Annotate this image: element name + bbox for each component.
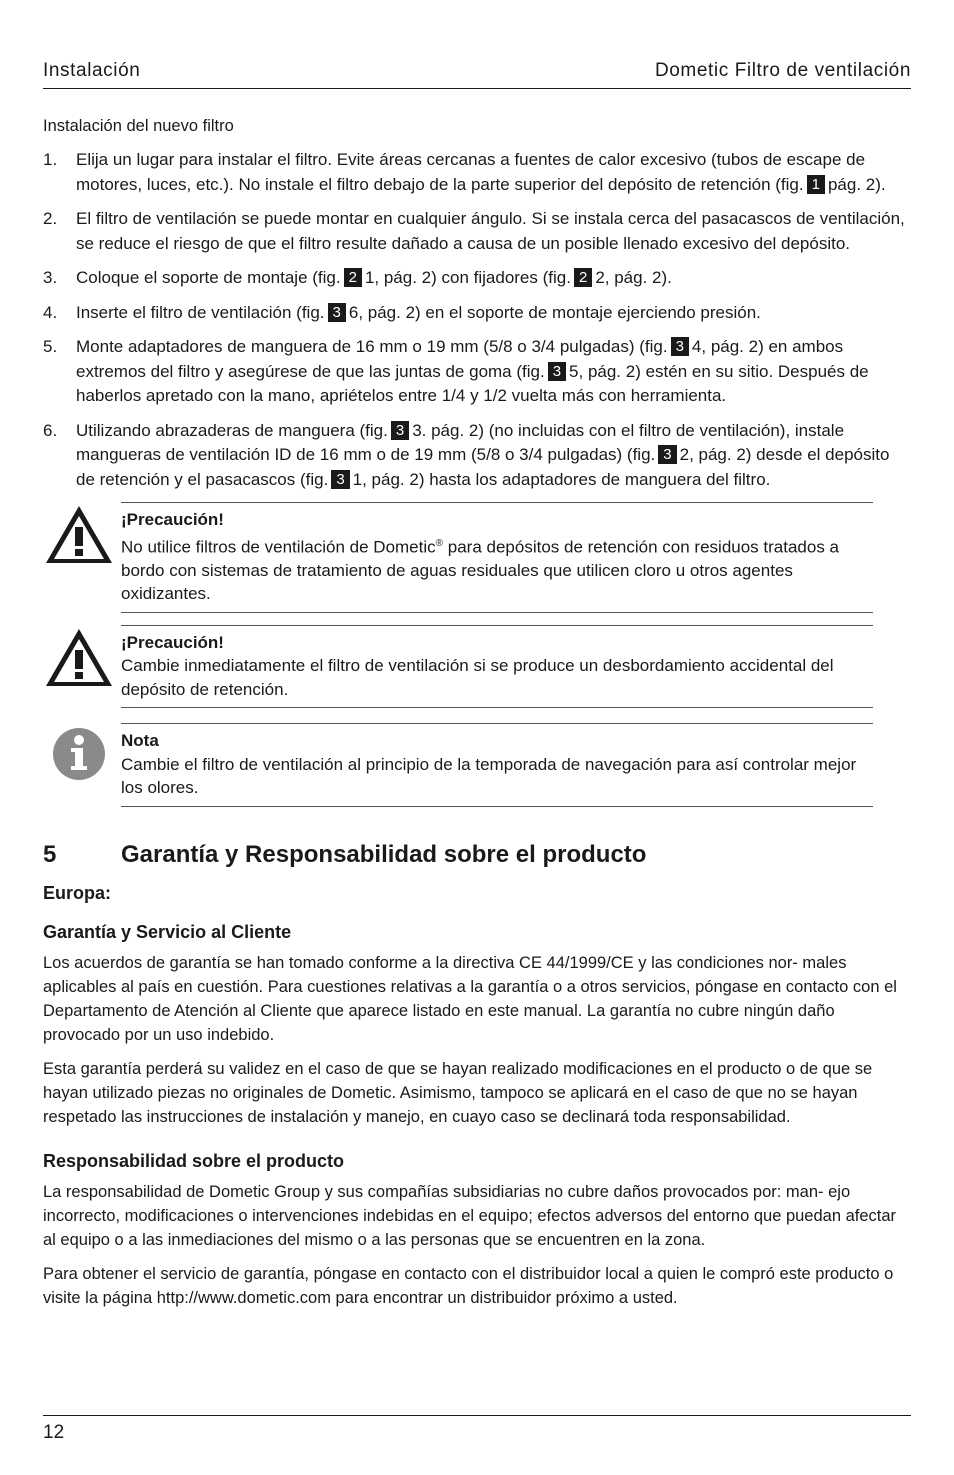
caution-box [121, 625, 873, 709]
page-footer [43, 1415, 911, 1444]
step-text-segment: 4, pág. 2) en ambos extremos del filtro y asegúrese de que las juntas de goma (fig. [76, 337, 844, 381]
step-number: 5. [43, 337, 58, 356]
figure-reference-badge: 2 [574, 268, 592, 287]
step-number: 3. [43, 268, 58, 287]
step-number: 4. [43, 302, 58, 322]
step-number: 1. [43, 150, 58, 169]
step-text-segment: Elija un lugar para instalar el filtro. Evite áreas cercanas a fuentes de calor excesivo (tubos de escape de motores, luces, etc.). No instale el filtro debajo de la parte superior del depósito de retención (fig. [76, 150, 866, 194]
header-section-label: Instalación [43, 60, 141, 81]
step-text-segment: Monte adaptadores de manguera de 16 mm o 19 mm (5/8 o 3/4 pulgadas) (fig. [76, 337, 668, 356]
note-title: Nota [121, 731, 159, 751]
step-text [76, 335, 911, 409]
step-text-segment: 6, pág. 2) en el soporte de montaje ejerciendo presión. [348, 302, 761, 322]
region-heading: Europa: [43, 882, 112, 903]
step-text-segment: 2, pág. 2). [595, 268, 672, 287]
warning-icon [43, 503, 115, 574]
caution-box [121, 502, 873, 613]
step-text [76, 148, 911, 197]
note-text: Cambie inmediatamente el filtro de ventilación si se produce un desbordamiento accidental del depósito de retención. [121, 656, 834, 699]
step-text-segment: 1, pág. 2) hasta los adaptadores de manguera del filtro. [352, 469, 771, 489]
notes-area [43, 502, 911, 807]
step-text [76, 207, 911, 256]
section-number: 5 [43, 840, 57, 868]
warranty-heading: Garantía y Servicio al Cliente [43, 921, 292, 942]
note-text: Cambie el filtro de ventilación al principio de la temporada de navegación para así controlar mejor los olores. [121, 754, 857, 798]
note-title: ¡Precaución! [121, 510, 224, 529]
liability-paragraph: La responsabilidad de Dometic Group y sus compañías subsidiarias no cubre daños provocados por: man- ejo incorrecto, modificaciones o intervenciones indebidas en el equipo; efectos adversos del entorno que puedan afectar al equipo o a las inmediaciones del mismo o a las personas que se encuentren en la zona. [43, 1182, 897, 1249]
figure-reference-badge: 1 [807, 175, 825, 194]
section-title: Garantía y Responsabilidad sobre el producto [121, 840, 647, 868]
figure-reference-badge: 3 [328, 303, 346, 322]
warranty-paragraph: Esta garantía perderá su validez en el caso de que se hayan realizado modificaciones en el producto o de que se hayan utilizado piezas no originales de Dometic. Asimismo, tampoco se aplicará en el caso de que no se hayan respetado las instrucciones de instalación y manejo, en cuayo caso se declinará toda responsabilidad. [43, 1059, 873, 1126]
install-step [43, 148, 911, 197]
note-box [121, 723, 873, 807]
install-subheading: Instalación del nuevo filtro [43, 117, 234, 135]
note-text: No utilice filtros de ventilación de Dometic® para depósitos de retención con residuos tratados a bordo con sistemas de tratamiento de aguas residuales que utilicen cloro u otros agentes oxidizantes. [121, 537, 840, 604]
note-title: ¡Precaución! [121, 632, 224, 652]
section-heading [43, 841, 911, 869]
install-step [43, 335, 911, 409]
figure-reference-badge: 2 [344, 268, 362, 287]
step-text-segment: Inserte el filtro de ventilación (fig. [76, 302, 325, 322]
step-number: 6. [43, 420, 58, 440]
page-content [43, 117, 911, 1320]
info-icon [51, 726, 107, 789]
step-text-segment: Coloque el soporte de montaje (fig. [76, 268, 341, 287]
step-text [76, 419, 911, 493]
step-text-segment: 5, pág. 2) estén en su sitio. Después de haberlos apretado con la mano, apriételos entre 1/4 y 1/2 vuelta más con herramienta. [76, 361, 869, 405]
install-step [43, 419, 911, 493]
step-text-segment: 3. pág. 2) (no incluidas con el filtro de ventilación), instale mangueras de ventilación ID de 16 mm o de 19 mm (5/8 o 3/4 pulgadas) (fig. [76, 420, 845, 464]
figure-reference-badge: 3 [331, 470, 349, 489]
liability-paragraph: Para obtener el servicio de garantía, póngase en contacto con el distribuidor local a quien le compró este producto o visite la página http://www.dometic.com para encontrar un distribuidor próximo a usted. [43, 1264, 894, 1307]
warning-icon [43, 626, 115, 697]
figure-reference-badge: 3 [671, 337, 689, 356]
install-step [43, 207, 911, 256]
install-steps [43, 148, 911, 492]
step-text-segment: pág. 2). [827, 174, 886, 194]
figure-reference-badge: 3 [548, 362, 566, 381]
page-header [43, 60, 911, 89]
liability-heading: Responsabilidad sobre el producto [43, 1150, 345, 1171]
install-step [43, 266, 911, 291]
step-text [76, 266, 911, 291]
page-number: 12 [43, 1422, 65, 1443]
figure-reference-badge: 3 [658, 445, 676, 464]
step-text-segment: 1, pág. 2) con fijadores (fig. [364, 268, 571, 287]
step-text-segment: Utilizando abrazaderas de manguera (fig. [76, 420, 388, 440]
step-text [76, 301, 911, 326]
warranty-paragraph: Los acuerdos de garantía se han tomado conforme a la directiva CE 44/1999/CE y las condiciones nor- males aplicables al país en cuestión. Para cuestiones relativas a la garantía o a otros servicios, póngase en contacto con el Departamento de Atención al Cliente que aparece listado en este manual. La garantía no cubre ningún daño provocado por un uso indebido. [43, 953, 897, 1044]
step-text-segment: 2, pág. 2) desde el depósito de retención y el pasacascos (fig. [76, 445, 890, 489]
step-number: 2. [43, 209, 58, 228]
figure-reference-badge: 3 [391, 421, 409, 440]
step-text-segment: El filtro de ventilación se puede montar en cualquier ángulo. Si se instala cerca del pasacascos de ventilación, se reduce el riesgo de que el filtro resulte dañado a causa de un posible llenado excesivo del depósito. [76, 209, 905, 253]
header-product-title: Dometic Filtro de ventilación [654, 60, 911, 81]
install-step [43, 301, 911, 326]
